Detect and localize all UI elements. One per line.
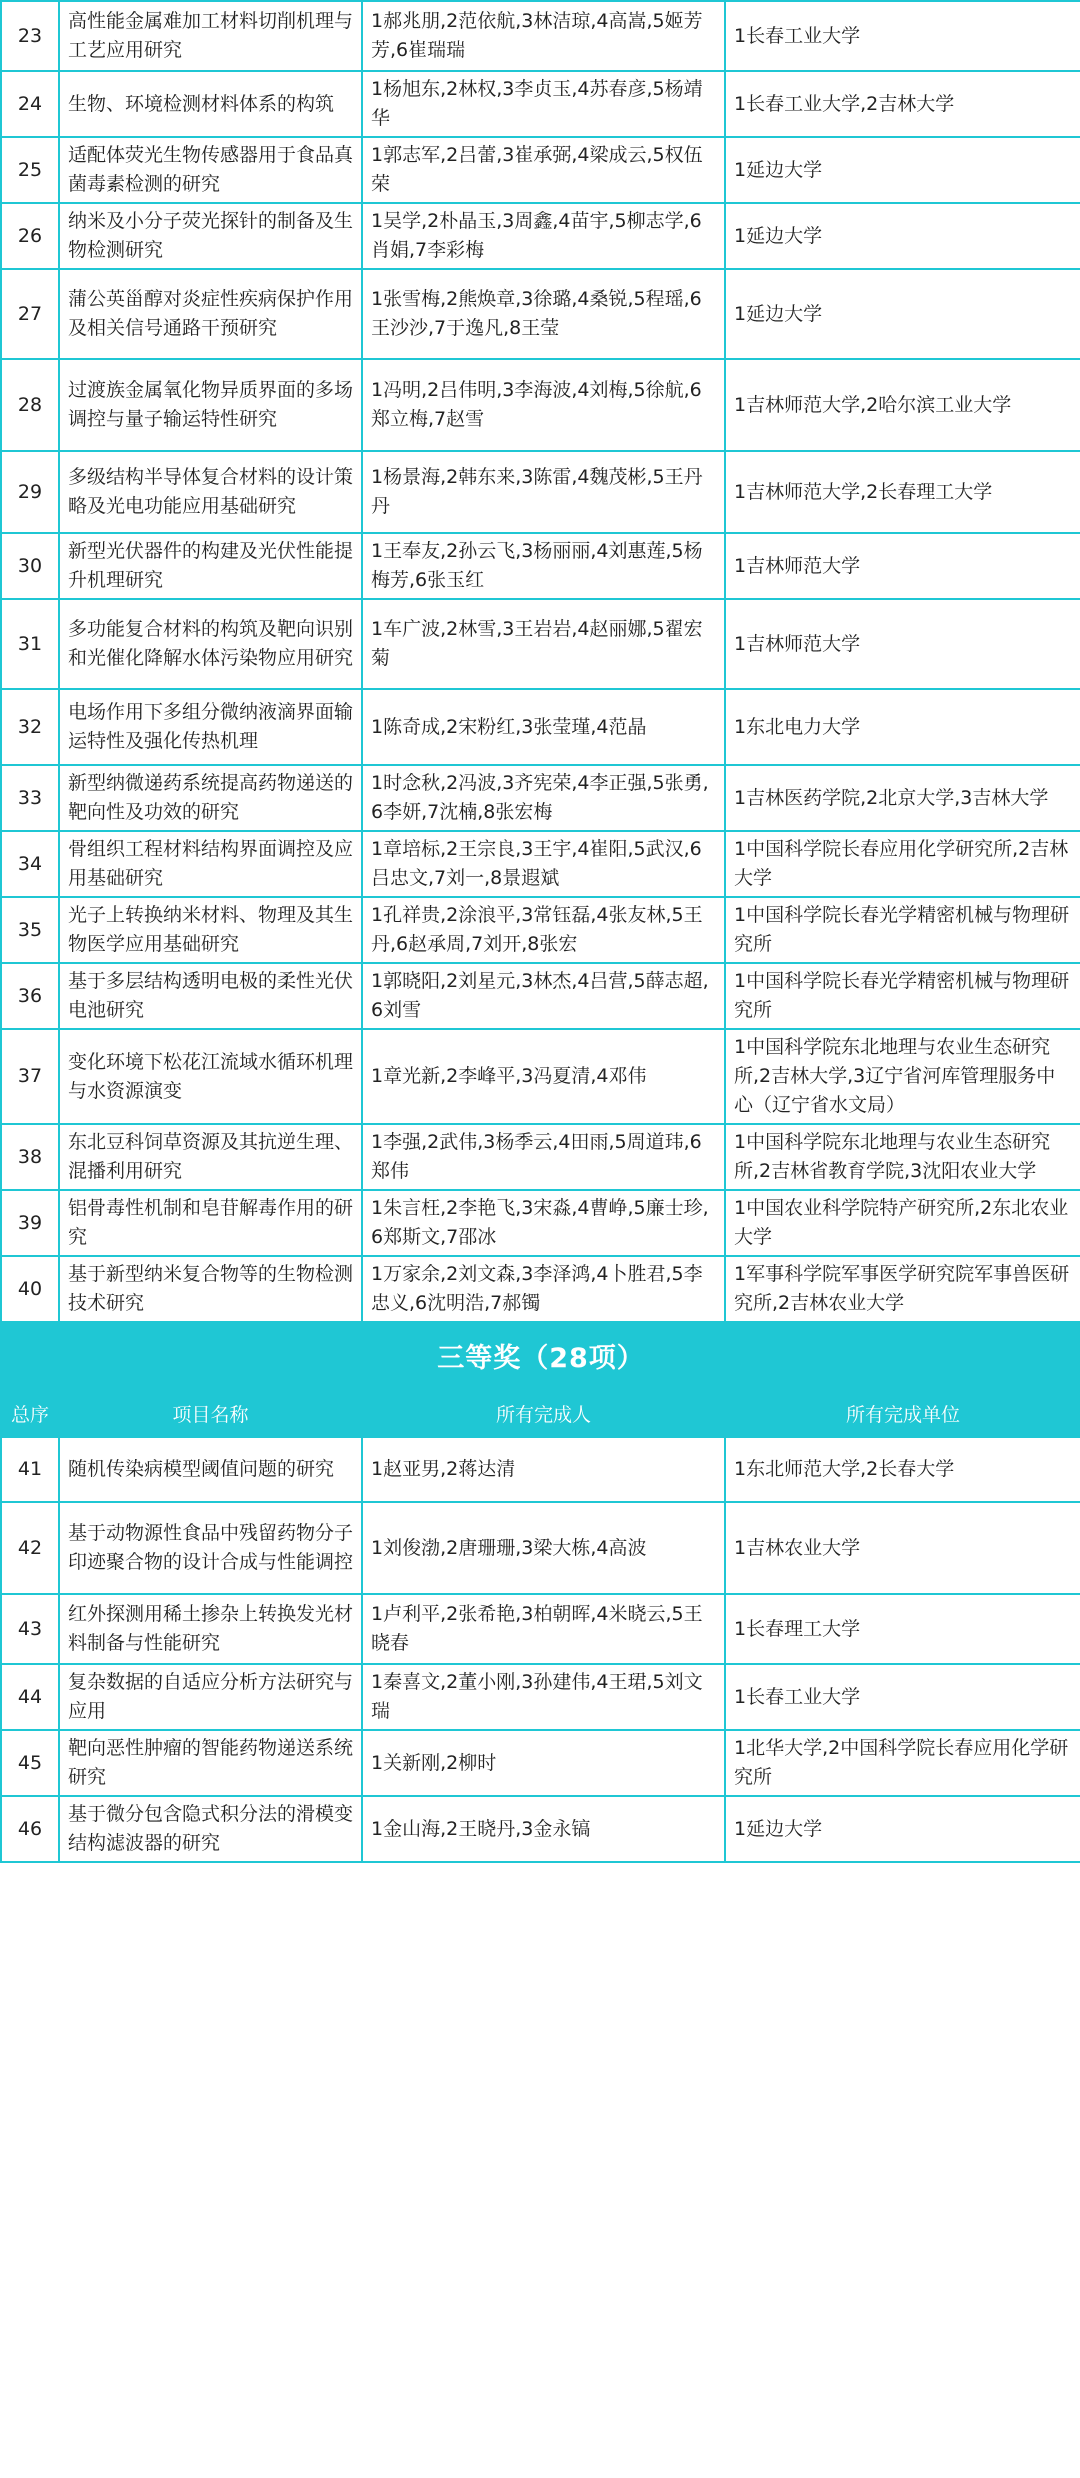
header-organizations: 所有完成单位 bbox=[725, 1394, 1080, 1437]
project-name: 多级结构半导体复合材料的设计策略及光电功能应用基础研究 bbox=[59, 451, 362, 533]
completers: 1关新刚,2柳时 bbox=[362, 1730, 725, 1796]
project-name: 红外探测用稀土掺杂上转换发光材料制备与性能研究 bbox=[59, 1594, 362, 1664]
row-number: 38 bbox=[1, 1124, 59, 1190]
table-row bbox=[1, 1796, 1080, 1862]
row-number: 24 bbox=[1, 71, 59, 137]
table-row bbox=[1, 1730, 1080, 1796]
project-name: 骨组织工程材料结构界面调控及应用基础研究 bbox=[59, 831, 362, 897]
organizations: 1延边大学 bbox=[725, 1796, 1080, 1862]
row-number: 45 bbox=[1, 1730, 59, 1796]
organizations: 1中国农业科学院特产研究所,2东北农业大学 bbox=[725, 1190, 1080, 1256]
project-name: 电场作用下多组分微纳液滴界面输运特性及强化传热机理 bbox=[59, 689, 362, 765]
table-row bbox=[1, 599, 1080, 689]
section-title: 三等奖（28项） bbox=[1, 1322, 1080, 1394]
row-number: 46 bbox=[1, 1796, 59, 1862]
table-row bbox=[1, 831, 1080, 897]
row-number: 42 bbox=[1, 1502, 59, 1594]
organizations: 1中国科学院长春应用化学研究所,2吉林大学 bbox=[725, 831, 1080, 897]
header-completers: 所有完成人 bbox=[362, 1394, 725, 1437]
organizations: 1吉林师范大学,2哈尔滨工业大学 bbox=[725, 359, 1080, 451]
organizations: 1长春工业大学 bbox=[725, 1, 1080, 71]
organizations: 1吉林医药学院,2北京大学,3吉林大学 bbox=[725, 765, 1080, 831]
organizations: 1东北电力大学 bbox=[725, 689, 1080, 765]
completers: 1朱言枉,2李艳飞,3宋淼,4曹峥,5廉士珍,6郑斯文,7邵冰 bbox=[362, 1190, 725, 1256]
row-number: 30 bbox=[1, 533, 59, 599]
row-number: 25 bbox=[1, 137, 59, 203]
organizations: 1延边大学 bbox=[725, 203, 1080, 269]
row-number: 36 bbox=[1, 963, 59, 1029]
organizations: 1军事科学院军事医学研究院军事兽医研究所,2吉林农业大学 bbox=[725, 1256, 1080, 1322]
completers: 1陈奇成,2宋粉红,3张莹瑾,4范晶 bbox=[362, 689, 725, 765]
completers: 1张雪梅,2熊焕章,3徐璐,4桑锐,5程瑶,6王沙沙,7于逸凡,8王莹 bbox=[362, 269, 725, 359]
table-row bbox=[1, 765, 1080, 831]
table-row bbox=[1, 1664, 1080, 1730]
project-name: 铝骨毒性机制和皂苷解毒作用的研究 bbox=[59, 1190, 362, 1256]
organizations: 1长春工业大学,2吉林大学 bbox=[725, 71, 1080, 137]
completers: 1吴学,2朴晶玉,3周鑫,4苗宇,5柳志学,6肖娟,7李彩梅 bbox=[362, 203, 725, 269]
project-name: 新型光伏器件的构建及光伏性能提升机理研究 bbox=[59, 533, 362, 599]
row-number: 33 bbox=[1, 765, 59, 831]
table-row bbox=[1, 1124, 1080, 1190]
completers: 1王奉友,2孙云飞,3杨丽丽,4刘惠莲,5杨梅芳,6张玉红 bbox=[362, 533, 725, 599]
row-number: 44 bbox=[1, 1664, 59, 1730]
completers: 1刘俊渤,2唐珊珊,3梁大栋,4高波 bbox=[362, 1502, 725, 1594]
completers: 1冯明,2吕伟明,3李海波,4刘梅,5徐航,6郑立梅,7赵雪 bbox=[362, 359, 725, 451]
row-number: 27 bbox=[1, 269, 59, 359]
column-header-row bbox=[1, 1394, 1080, 1437]
project-name: 高性能金属难加工材料切削机理与工艺应用研究 bbox=[59, 1, 362, 71]
completers: 1郭志军,2吕蕾,3崔承弼,4梁成云,5权伍荣 bbox=[362, 137, 725, 203]
row-number: 35 bbox=[1, 897, 59, 963]
project-name: 多功能复合材料的构筑及靶向识别和光催化降解水体污染物应用研究 bbox=[59, 599, 362, 689]
table-row bbox=[1, 1190, 1080, 1256]
organizations: 1中国科学院东北地理与农业生态研究所,2吉林大学,3辽宁省河库管理服务中心（辽宁省水文局） bbox=[725, 1029, 1080, 1124]
completers: 1卢利平,2张希艳,3柏朝晖,4米晓云,5王晓春 bbox=[362, 1594, 725, 1664]
organizations: 1东北师范大学,2长春大学 bbox=[725, 1437, 1080, 1502]
row-number: 41 bbox=[1, 1437, 59, 1502]
table-row bbox=[1, 203, 1080, 269]
project-name: 靶向恶性肿瘤的智能药物递送系统研究 bbox=[59, 1730, 362, 1796]
table-row bbox=[1, 1256, 1080, 1322]
completers: 1秦喜文,2董小刚,3孙建伟,4王珺,5刘文瑞 bbox=[362, 1664, 725, 1730]
table-row bbox=[1, 533, 1080, 599]
completers: 1郭晓阳,2刘星元,3林杰,4吕营,5薛志超,6刘雪 bbox=[362, 963, 725, 1029]
award-table-body bbox=[1, 1, 1080, 1862]
row-number: 34 bbox=[1, 831, 59, 897]
organizations: 1北华大学,2中国科学院长春应用化学研究所 bbox=[725, 1730, 1080, 1796]
project-name: 复杂数据的自适应分析方法研究与应用 bbox=[59, 1664, 362, 1730]
header-number: 总序 bbox=[1, 1394, 59, 1437]
table-row bbox=[1, 1502, 1080, 1594]
organizations: 1长春理工大学 bbox=[725, 1594, 1080, 1664]
completers: 1杨景海,2韩东来,3陈雷,4魏茂彬,5王丹丹 bbox=[362, 451, 725, 533]
project-name: 过渡族金属氧化物异质界面的多场调控与量子输运特性研究 bbox=[59, 359, 362, 451]
row-number: 23 bbox=[1, 1, 59, 71]
project-name: 纳米及小分子荧光探针的制备及生物检测研究 bbox=[59, 203, 362, 269]
table-row bbox=[1, 137, 1080, 203]
row-number: 37 bbox=[1, 1029, 59, 1124]
row-number: 29 bbox=[1, 451, 59, 533]
project-name: 基于新型纳米复合物等的生物检测技术研究 bbox=[59, 1256, 362, 1322]
completers: 1车广波,2林雪,3王岩岩,4赵丽娜,5翟宏菊 bbox=[362, 599, 725, 689]
organizations: 1吉林农业大学 bbox=[725, 1502, 1080, 1594]
row-number: 32 bbox=[1, 689, 59, 765]
table-row bbox=[1, 359, 1080, 451]
project-name: 变化环境下松花江流域水循环机理与水资源演变 bbox=[59, 1029, 362, 1124]
organizations: 1吉林师范大学,2长春理工大学 bbox=[725, 451, 1080, 533]
organizations: 1吉林师范大学 bbox=[725, 533, 1080, 599]
table-row bbox=[1, 1029, 1080, 1124]
completers: 1李强,2武伟,3杨季云,4田雨,5周道玮,6郑伟 bbox=[362, 1124, 725, 1190]
completers: 1时念秋,2冯波,3齐宪荣,4李正强,5张勇,6李妍,7沈楠,8张宏梅 bbox=[362, 765, 725, 831]
row-number: 43 bbox=[1, 1594, 59, 1664]
table-row bbox=[1, 71, 1080, 137]
organizations: 1中国科学院东北地理与农业生态研究所,2吉林省教育学院,3沈阳农业大学 bbox=[725, 1124, 1080, 1190]
completers: 1郝兆朋,2范依航,3林洁琼,4高嵩,5姬芳芳,6崔瑞瑞 bbox=[362, 1, 725, 71]
row-number: 31 bbox=[1, 599, 59, 689]
project-name: 基于多层结构透明电极的柔性光伏电池研究 bbox=[59, 963, 362, 1029]
project-name: 随机传染病模型阈值问题的研究 bbox=[59, 1437, 362, 1502]
row-number: 40 bbox=[1, 1256, 59, 1322]
organizations: 1长春工业大学 bbox=[725, 1664, 1080, 1730]
organizations: 1延边大学 bbox=[725, 137, 1080, 203]
row-number: 39 bbox=[1, 1190, 59, 1256]
completers: 1章培标,2王宗良,3王宇,4崔阳,5武汉,6吕忠文,7刘一,8景遐斌 bbox=[362, 831, 725, 897]
table-row bbox=[1, 1, 1080, 71]
project-name: 蒲公英甾醇对炎症性疾病保护作用及相关信号通路干预研究 bbox=[59, 269, 362, 359]
table-row bbox=[1, 451, 1080, 533]
completers: 1章光新,2李峰平,3冯夏清,4邓伟 bbox=[362, 1029, 725, 1124]
completers: 1万家余,2刘文森,3李泽鸿,4卜胜君,5李忠义,6沈明浩,7郝镯 bbox=[362, 1256, 725, 1322]
completers: 1赵亚男,2蒋达清 bbox=[362, 1437, 725, 1502]
table-row bbox=[1, 1594, 1080, 1664]
completers: 1杨旭东,2林权,3李贞玉,4苏春彦,5杨靖华 bbox=[362, 71, 725, 137]
table-row bbox=[1, 1437, 1080, 1502]
organizations: 1吉林师范大学 bbox=[725, 599, 1080, 689]
completers: 1孔祥贵,2涂浪平,3常钰磊,4张友林,5王丹,6赵承周,7刘开,8张宏 bbox=[362, 897, 725, 963]
project-name: 东北豆科饲草资源及其抗逆生理、混播利用研究 bbox=[59, 1124, 362, 1190]
row-number: 26 bbox=[1, 203, 59, 269]
completers: 1金山海,2王晓丹,3金永镐 bbox=[362, 1796, 725, 1862]
project-name: 光子上转换纳米材料、物理及其生物医学应用基础研究 bbox=[59, 897, 362, 963]
table-row bbox=[1, 897, 1080, 963]
section-title-row bbox=[1, 1322, 1080, 1394]
row-number: 28 bbox=[1, 359, 59, 451]
table-row bbox=[1, 689, 1080, 765]
table-row bbox=[1, 269, 1080, 359]
organizations: 1延边大学 bbox=[725, 269, 1080, 359]
project-name: 适配体荧光生物传感器用于食品真菌毒素检测的研究 bbox=[59, 137, 362, 203]
organizations: 1中国科学院长春光学精密机械与物理研究所 bbox=[725, 963, 1080, 1029]
organizations: 1中国科学院长春光学精密机械与物理研究所 bbox=[725, 897, 1080, 963]
project-name: 基于动物源性食品中残留药物分子印迹聚合物的设计合成与性能调控 bbox=[59, 1502, 362, 1594]
header-project-name: 项目名称 bbox=[59, 1394, 362, 1437]
table-row bbox=[1, 963, 1080, 1029]
project-name: 基于微分包含隐式积分法的滑模变结构滤波器的研究 bbox=[59, 1796, 362, 1862]
project-name: 新型纳微递药系统提高药物递送的靶向性及功效的研究 bbox=[59, 765, 362, 831]
project-name: 生物、环境检测材料体系的构筑 bbox=[59, 71, 362, 137]
